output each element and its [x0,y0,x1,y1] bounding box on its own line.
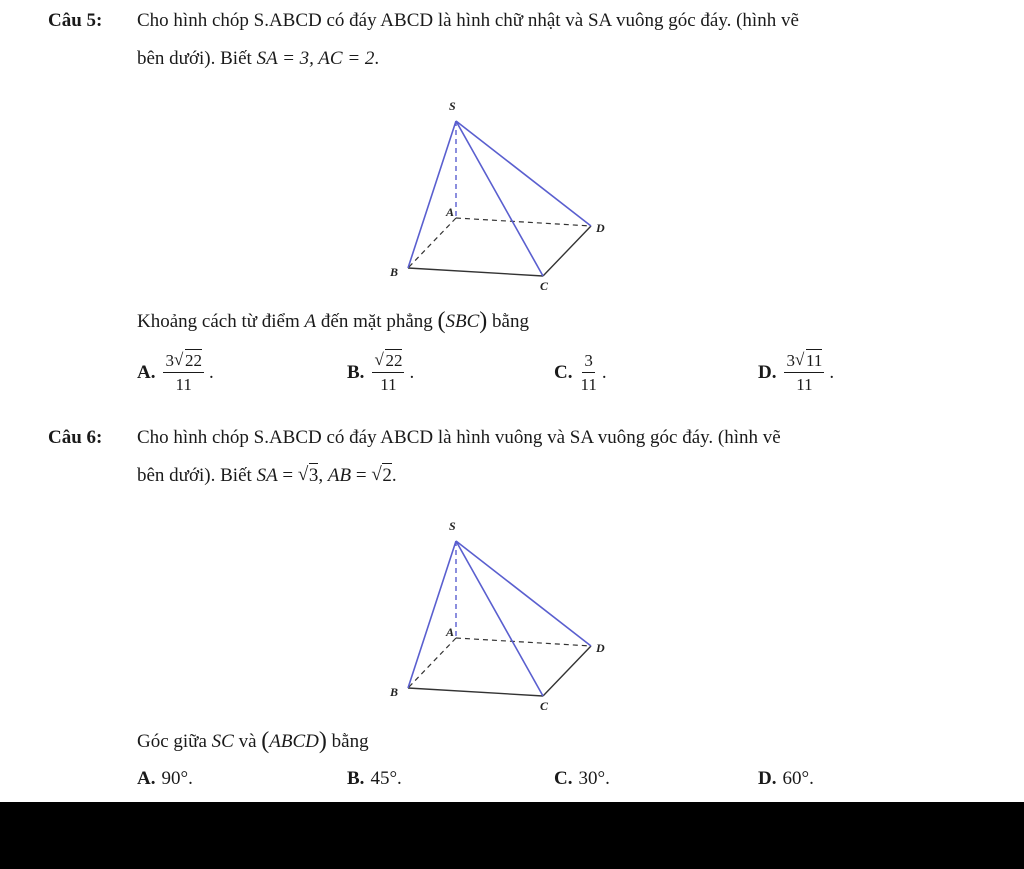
black-footer-bar [0,802,1024,869]
question-5-line-2 [137,48,379,70]
pyramid-figure-q5 [386,98,616,295]
pyramid-figure-q6 [386,518,616,715]
vertex-label-a: A [446,625,455,639]
question-6-line-1: Cho hình chóp S.ABCD có đáy ABCD là hình vuông và SA vuông góc đáy. (hình vẽ [137,427,781,448]
question-5-prompt: Khoảng cách từ điểm A đến mặt phẳng (SBC) bằng [137,308,529,334]
question-5-line-1: Cho hình chóp S.ABCD có đáy ABCD là hình chữ nhật và SA vuông góc đáy. (hình vẽ [137,10,799,31]
question-6-label: Câu 6: [48,427,103,448]
q5-option-d[interactable]: D. $\frac{3√ 11}{11}$ . [758,352,834,394]
vertex-label-c: C [540,279,549,290]
q6-option-b[interactable]: B. 45°. [347,768,402,789]
q6-option-a[interactable]: A. 90°. [137,768,193,789]
q6-option-d[interactable]: D. 60°. [758,768,814,789]
vertex-label-d: D [596,641,605,655]
q5-option-a[interactable]: A. $\frac{3√ 22}{11}$ . [137,352,214,394]
question-5-line-2-prefix: bên dưới). Biết [137,48,257,69]
question-6-prompt: Góc giữa SC và (ABCD) bằng [137,728,369,754]
question-6-line-2: bên dưới). Biết SA = √ 3, AB = √ 2. [137,465,397,487]
vertex-label-s: S [449,99,456,113]
question-5-line-2-end: . [374,48,380,69]
vertex-label-a: A [446,205,455,219]
question-5-given: SA = 3, AC = 2 [256,48,375,69]
q5-option-b[interactable]: B. √ $\frac{22}{11}$ . [347,352,414,394]
vertex-label-d: D [596,221,605,235]
vertex-label-b: B [390,685,399,699]
vertex-label-b: B [390,265,399,279]
vertex-label-s: S [449,519,456,533]
q5-option-c[interactable]: C. $\frac{3}{11}$ . [554,351,607,394]
q6-option-c[interactable]: C. 30°. [554,768,610,789]
question-5-label: Câu 5: [48,10,103,31]
vertex-label-c: C [540,699,549,710]
